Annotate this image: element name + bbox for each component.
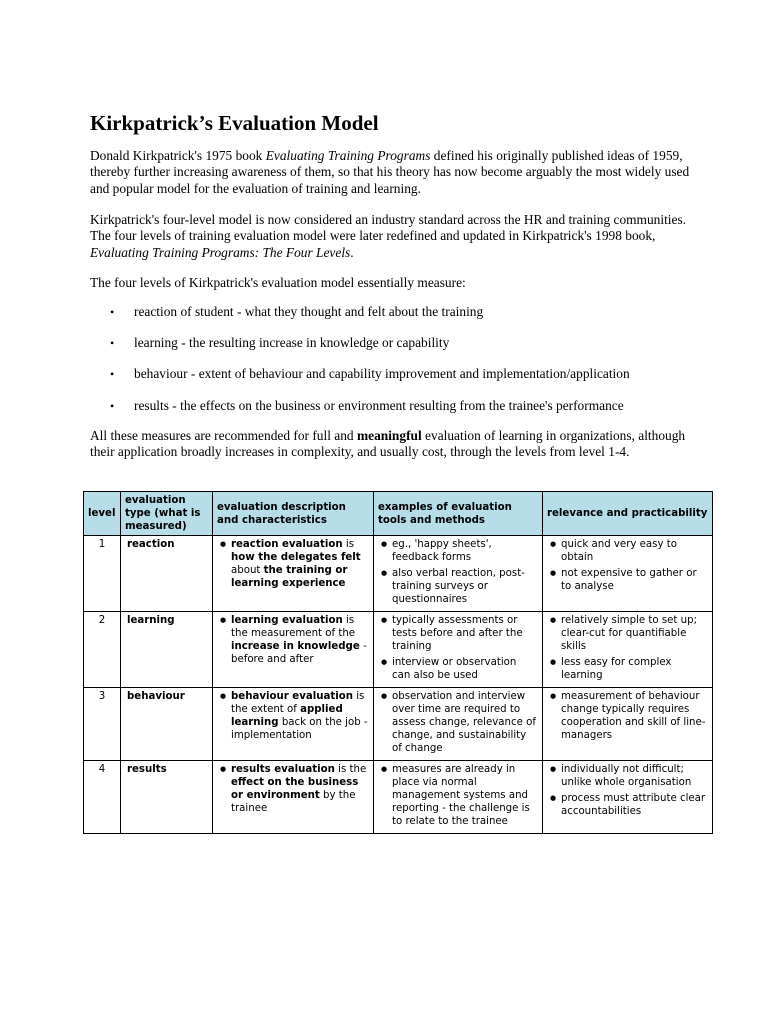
bullet-icon: •: [110, 367, 115, 381]
description-item: [218, 614, 368, 666]
example-item: ● typically assessments or tests before and after the training: [379, 614, 537, 653]
description-text: back on the job - implementation: [231, 717, 368, 741]
intro-text-2: defined his originally published ideas of 1959, thereby further increasing awareness of them, so that his theory has now become arguably the most widely used and popular model for the evaluation of training and learning.: [90, 148, 690, 196]
description-item: [218, 763, 368, 815]
relevance-cell-list: [548, 614, 707, 682]
relevance-cell: [543, 761, 713, 834]
examples-cell-list: [379, 763, 537, 828]
relevance-cell: [543, 688, 713, 761]
list-item-text: behaviour - extent of behaviour and capability improvement and implementation/application: [134, 366, 630, 381]
description-list: [218, 763, 368, 815]
bullet-icon: •: [110, 399, 115, 413]
examples-cell: [374, 761, 543, 834]
description-text: by the trainee: [231, 790, 356, 814]
levels-intro: The four levels of Kirkpatrick's evaluation model essentially measure:: [90, 275, 466, 290]
type-cell: results: [121, 761, 213, 834]
description-text: is the: [334, 764, 367, 775]
level-cell: 1: [84, 536, 121, 612]
description-text: is: [342, 539, 355, 550]
relevance-cell-list: [548, 538, 707, 593]
list-item-text: reaction of student - what they thought and felt about the training: [134, 304, 484, 319]
description-cell: [213, 612, 374, 688]
level-cell: 2: [84, 612, 121, 688]
bullet-icon: •: [110, 305, 115, 319]
model-text-1: Kirkpatrick's four-level model is now considered an industry standard across the HR and training communities. The four levels of training evaluation model were later redefined and updated in Kirkpatrick's 1998 book,: [90, 212, 687, 244]
intro-paragraph: [90, 148, 700, 197]
example-item: ● measures are already in place via normal management systems and reporting - the challenge is to relate to the trainee: [379, 763, 537, 828]
relevance-item: ● relatively simple to set up; clear-cut for quantifiable skills: [548, 614, 707, 653]
model-paragraph: [90, 212, 700, 261]
description-bold-text: the training or learning experience: [231, 565, 348, 589]
examples-cell: [374, 536, 543, 612]
type-cell: behaviour: [121, 688, 213, 761]
description-bold-text: learning evaluation: [231, 615, 343, 626]
description-text: - before and after: [231, 641, 367, 665]
description-text: is the extent of: [231, 691, 365, 715]
table-body: [84, 536, 713, 834]
description-cell: [213, 536, 374, 612]
description-list: [218, 614, 368, 666]
list-item-text: results - the effects on the business or environment resulting from the trainee's performance: [134, 398, 624, 413]
examples-cell: [374, 688, 543, 761]
header-relevance: relevance and practicability: [543, 492, 713, 536]
relevance-cell-list: [548, 690, 707, 742]
description-cell: [213, 761, 374, 834]
description-item: [218, 690, 368, 742]
examples-cell: [374, 612, 543, 688]
examples-cell-list: [379, 538, 537, 606]
measures-text-2: evaluation of learning in organizations, although their application broadly increases in complexity, and usually cost, through the levels from level 1-4.: [90, 428, 686, 460]
table-row: [84, 536, 713, 612]
relevance-item: ● individually not difficult; unlike whole organisation: [548, 763, 707, 789]
table-row: [84, 612, 713, 688]
book-title-2: Evaluating Training Programs: The Four Levels: [90, 244, 351, 260]
description-bold-text: applied learning: [231, 704, 343, 728]
description-text: about: [231, 565, 264, 576]
level-cell: 3: [84, 688, 121, 761]
page-title: Kirkpatrick’s Evaluation Model: [90, 111, 379, 135]
relevance-item: ● not expensive to gather or to analyse: [548, 567, 707, 593]
description-bold-text: results evaluation: [231, 764, 335, 775]
relevance-item: ● quick and very easy to obtain: [548, 538, 707, 564]
examples-cell-list: [379, 614, 537, 682]
type-cell: learning: [121, 612, 213, 688]
intro-text-1: Donald Kirkpatrick's 1975 book: [90, 148, 266, 163]
relevance-item: ● less easy for complex learning: [548, 656, 707, 682]
type-cell: reaction: [121, 536, 213, 612]
example-item: ● eg., 'happy sheets', feedback forms: [379, 538, 537, 564]
table-row: [84, 761, 713, 834]
evaluation-table: [83, 491, 713, 834]
description-text: is the measurement of the: [231, 615, 356, 639]
description-list: [218, 538, 368, 590]
measures-text-1: All these measures are recommended for full and: [90, 428, 357, 443]
example-item: ● observation and interview over time are required to assess change, relevance of change, and sustainability of change: [379, 690, 537, 755]
relevance-item: ● process must attribute clear accountabilities: [548, 792, 707, 818]
header-type: evaluation type (what is measured): [121, 492, 213, 536]
examples-cell-list: [379, 690, 537, 755]
description-bold-text: increase in knowledge: [231, 641, 360, 652]
relevance-item: ● measurement of behaviour change typically requires cooperation and skill of line-managers: [548, 690, 707, 742]
book-title-1: Evaluating Training Programs: [265, 148, 431, 163]
level-cell: 4: [84, 761, 121, 834]
header-description: evaluation description and characteristics: [213, 492, 374, 536]
description-item: [218, 538, 368, 590]
description-bold-text: behaviour evaluation: [231, 691, 353, 702]
relevance-cell-list: [548, 763, 707, 818]
description-bold-text: reaction evaluation: [231, 539, 343, 550]
description-bold-text: effect on the business or environment: [231, 777, 359, 801]
example-item: ● interview or observation can also be used: [379, 656, 537, 682]
table-header-row: [84, 492, 713, 536]
measures-bold: meaningful: [356, 428, 422, 443]
model-text-2: .: [350, 244, 354, 260]
header-examples: examples of evaluation tools and methods: [374, 492, 543, 536]
description-list: [218, 690, 368, 742]
relevance-cell: [543, 612, 713, 688]
bullet-icon: •: [110, 336, 115, 350]
description-cell: [213, 688, 374, 761]
header-level: level: [84, 492, 121, 536]
description-bold-text: how the delegates felt: [231, 552, 361, 563]
example-item: ● also verbal reaction, post-training surveys or questionnaires: [379, 567, 537, 606]
relevance-cell: [543, 536, 713, 612]
list-item-text: learning - the resulting increase in knowledge or capability: [134, 335, 450, 350]
measures-paragraph: [90, 428, 700, 461]
table-row: [84, 688, 713, 761]
